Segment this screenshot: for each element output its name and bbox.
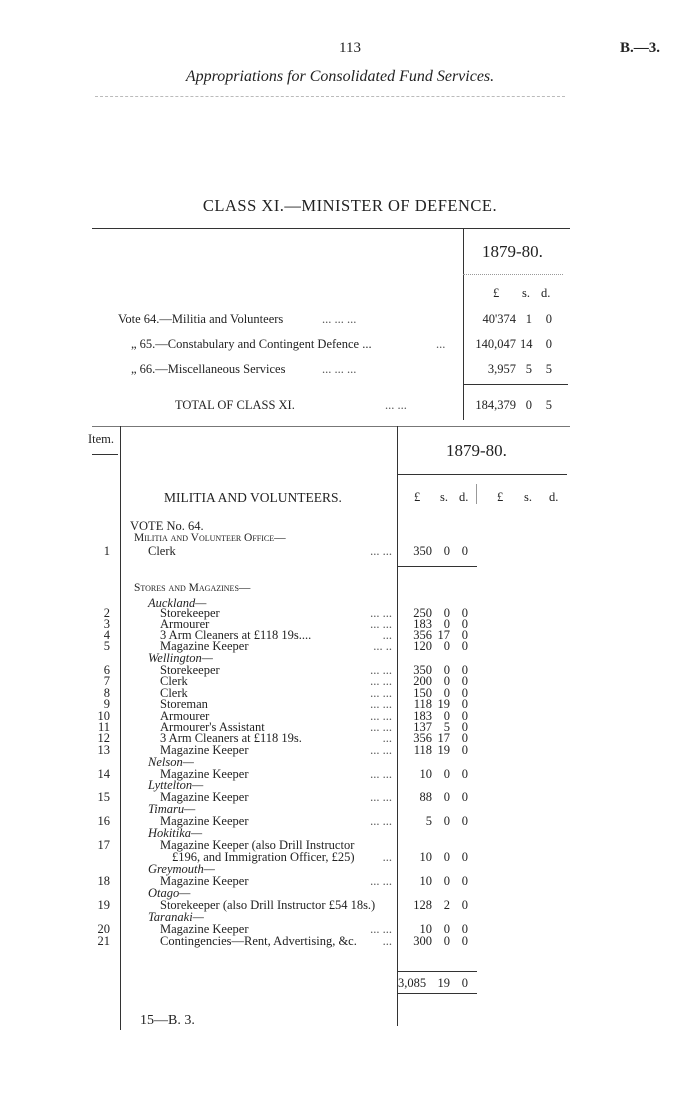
detail-row-pence: 0: [461, 639, 468, 653]
item-number: 8: [103, 686, 110, 700]
summary-vote-pence: 5: [545, 362, 552, 376]
detail-row-leader: ... ...: [370, 663, 392, 677]
detail-row-text: Clerk: [148, 544, 176, 558]
summary-total-label: TOTAL OF CLASS XI.: [175, 398, 295, 412]
header-divider: [95, 96, 565, 97]
summary-vote-pence: 0: [545, 312, 552, 326]
detail-row-text: Magazine Keeper: [160, 639, 249, 653]
detail-row-text: Auckland—: [148, 596, 207, 610]
item-heading: Item.: [88, 432, 115, 446]
detail-row-text: Magazine Keeper: [160, 922, 249, 936]
detail-row-pounds: 118: [413, 697, 432, 711]
item-number: 19: [97, 898, 110, 912]
item-number: 7: [103, 674, 110, 688]
detail-row-pounds: 10: [419, 922, 432, 936]
detail-row-pence: 0: [461, 606, 468, 620]
detail-pounds-heading-2: £: [497, 490, 504, 504]
item-column-divider: [120, 426, 121, 1030]
detail-row-shillings: 0: [443, 814, 450, 828]
detail-row-shillings: 0: [443, 709, 450, 723]
detail-row-shillings: 0: [443, 922, 450, 936]
detail-row-shillings: 0: [443, 850, 450, 864]
detail-year-underline: [397, 474, 567, 475]
detail-row-text: Storeman: [160, 697, 208, 711]
detail-row-leader: ... ...: [370, 814, 392, 828]
item-number: 15: [97, 790, 110, 804]
summary-vote-leader: ...: [436, 337, 446, 351]
detail-row-text: Armourer's Assistant: [160, 720, 265, 734]
summary-vote-leader: ... ... ...: [322, 312, 357, 326]
detail-row-shillings: 0: [443, 674, 450, 688]
detail-row-shillings: 0: [443, 544, 450, 558]
detail-row-pounds: 200: [413, 674, 432, 688]
detail-row-pence: 0: [461, 617, 468, 631]
detail-row-pence: 0: [461, 743, 468, 757]
detail-row-leader: ... ...: [370, 686, 392, 700]
item-number: 18: [97, 874, 110, 888]
detail-row-pounds: 356: [413, 731, 432, 745]
detail-row-text: Greymouth—: [148, 862, 215, 876]
summary-year-underline: [463, 274, 563, 275]
detail-shillings-heading: s.: [440, 490, 448, 504]
detail-row-shillings: 0: [443, 686, 450, 700]
detail-row-leader: ... ...: [370, 617, 392, 631]
detail-row-leader: ...: [382, 850, 392, 864]
detail-row-leader: ... ...: [370, 606, 392, 620]
detail-row-pounds: 350: [413, 544, 432, 558]
detail-row-pounds: 128: [413, 898, 432, 912]
summary-total-pence: 5: [545, 398, 552, 412]
detail-row-leader: ...: [382, 934, 392, 948]
detail-row-pence: 0: [461, 697, 468, 711]
detail-row-pounds: 250: [413, 606, 432, 620]
detail-total-pounds: 3,085: [398, 976, 427, 990]
detail-row-shillings: 19: [437, 697, 450, 711]
detail-row-pence: 0: [461, 898, 468, 912]
detail-year-heading: 1879-80.: [446, 441, 507, 460]
detail-row-text: Storekeeper: [160, 663, 220, 677]
summary-total-rule: [463, 384, 568, 385]
detail-row-text: Magazine Keeper: [160, 767, 249, 781]
detail-row-pounds: 120: [413, 639, 432, 653]
vote-label: VOTE No. 64.: [130, 519, 204, 533]
detail-row-text: Otago—: [148, 886, 191, 900]
detail-row-pounds: 350: [413, 663, 432, 677]
detail-total-shillings: 19: [437, 976, 450, 990]
detail-row-leader: ... ...: [370, 767, 392, 781]
item-number: 5: [103, 639, 110, 653]
summary-total-shillings: 0: [525, 398, 532, 412]
detail-row-pounds: 183: [413, 709, 432, 723]
pence-tick: [476, 484, 477, 504]
page-title: Appropriations for Consolidated Fund Services.: [185, 68, 495, 85]
summary-vote-label: Vote 64.—Militia and Volunteers: [118, 312, 284, 326]
stores-heading: Stores and Magazines—: [134, 582, 251, 594]
detail-row-text: Armourer: [160, 617, 210, 631]
detail-row-shillings: 0: [443, 934, 450, 948]
detail-row-text: Taranaki—: [148, 910, 204, 924]
summary-top-rule: [92, 228, 570, 229]
item-number: 21: [97, 934, 110, 948]
detail-row-leader: ... ...: [370, 790, 392, 804]
detail-row-pence: 0: [461, 767, 468, 781]
detail-row-pence: 0: [461, 686, 468, 700]
detail-total-rule: [397, 971, 477, 972]
item-number: 17: [97, 838, 110, 852]
summary-vote-shillings: 5: [525, 362, 532, 376]
detail-row-pounds: 88: [419, 790, 432, 804]
detail-row-shillings: 0: [443, 874, 450, 888]
detail-row-text: Lyttelton—: [148, 778, 204, 792]
detail-row-pence: 0: [461, 790, 468, 804]
detail-pence-heading: d.: [459, 490, 469, 504]
detail-row-pounds: 10: [419, 874, 432, 888]
detail-row-text: 3 Arm Cleaners at £118 19s.: [160, 731, 302, 745]
detail-row-shillings: 2: [443, 898, 450, 912]
detail-row-pence: 0: [461, 731, 468, 745]
summary-total-leader: ... ...: [385, 398, 407, 412]
detail-row-shillings: 0: [443, 790, 450, 804]
summary-vote-shillings: 1: [525, 312, 532, 326]
detail-row-leader: ... ..: [373, 639, 392, 653]
detail-row-pence: 0: [461, 850, 468, 864]
detail-row-pounds: 10: [419, 850, 432, 864]
detail-shillings-heading-2: s.: [524, 490, 532, 504]
detail-row-leader: ... ...: [370, 922, 392, 936]
item-number: 11: [97, 720, 110, 734]
detail-row-text: Magazine Keeper: [160, 874, 249, 888]
detail-row-text: Storekeeper: [160, 606, 220, 620]
detail-row-pounds: 356: [413, 628, 432, 642]
detail-row-text: £196, and Immigration Officer, £25): [172, 850, 355, 864]
detail-row-pounds: 150: [413, 686, 432, 700]
summary-pounds-heading: £: [493, 286, 500, 300]
item-number: 6: [103, 663, 110, 677]
summary-vote-pounds: 3,957: [487, 362, 516, 376]
office-subtotal-rule: [397, 566, 477, 567]
document-reference: B.—3.: [619, 40, 660, 56]
detail-row-leader: ... ...: [370, 720, 392, 734]
detail-row-leader: ... ...: [370, 743, 392, 757]
detail-row-pence: 0: [461, 922, 468, 936]
footer-signature: 15—B. 3.: [140, 1013, 195, 1028]
detail-row-pounds: 137: [413, 720, 432, 734]
detail-row-shillings: 0: [443, 767, 450, 781]
detail-row-text: Magazine Keeper: [160, 814, 249, 828]
detail-row-text: Magazine Keeper: [160, 743, 249, 757]
detail-row-text: Clerk: [160, 674, 188, 688]
item-number: 16: [97, 814, 110, 828]
detail-row-text: Hokitika—: [148, 826, 203, 840]
item-number: 13: [97, 743, 110, 757]
item-number: 14: [97, 767, 110, 781]
detail-row-leader: ... ...: [370, 874, 392, 888]
item-number: 12: [97, 731, 110, 745]
detail-row-leader: ...: [382, 731, 392, 745]
detail-row-text: Magazine Keeper (also Drill Instructor: [160, 838, 355, 852]
detail-row-leader: ... ...: [370, 544, 392, 558]
item-number: 1: [103, 544, 110, 558]
detail-row-leader: ...: [382, 628, 392, 642]
detail-row-pence: 0: [461, 709, 468, 723]
section-title: MILITIA AND VOLUNTEERS.: [164, 490, 342, 505]
detail-total-underline: [397, 993, 477, 994]
detail-row-leader: ... ...: [370, 674, 392, 688]
summary-total-pounds: 184,379: [475, 398, 516, 412]
detail-row-pence: 0: [461, 874, 468, 888]
item-number: 4: [103, 628, 110, 642]
office-heading: Militia and Volunteer Office—: [134, 532, 286, 544]
summary-vote-leader: ... ... ...: [322, 362, 357, 376]
detail-row-text: Contingencies—Rent, Advertising, &c.: [160, 934, 357, 948]
summary-vote-pounds: 140,047: [475, 337, 516, 351]
detail-row-leader: ... ...: [370, 709, 392, 723]
detail-top-rule: [92, 426, 570, 427]
detail-row-text: Nelson—: [148, 755, 194, 769]
detail-row-shillings: 0: [443, 639, 450, 653]
detail-row-shillings: 0: [443, 606, 450, 620]
detail-row-pounds: 183: [413, 617, 432, 631]
item-number: 3: [103, 617, 110, 631]
detail-row-shillings: 0: [443, 663, 450, 677]
detail-row-shillings: 5: [443, 720, 450, 734]
summary-vote-label: „ 66.—Miscellaneous Services: [131, 362, 286, 376]
summary-vote-pence: 0: [545, 337, 552, 351]
detail-pence-heading-2: d.: [549, 490, 559, 504]
item-heading-underline: [92, 454, 118, 455]
detail-row-shillings: 19: [437, 743, 450, 757]
detail-row-pence: 0: [461, 934, 468, 948]
detail-row-pence: 0: [461, 663, 468, 677]
detail-row-text: Wellington—: [148, 651, 213, 665]
detail-row-shillings: 17: [437, 628, 450, 642]
detail-row-pence: 0: [461, 628, 468, 642]
summary-vote-label: „ 65.—Constabulary and Contingent Defence ...: [131, 337, 372, 351]
detail-row-leader: ... ...: [370, 697, 392, 711]
detail-row-pence: 0: [461, 720, 468, 734]
detail-total-pence: 0: [461, 976, 468, 990]
detail-row-pounds: 10: [419, 767, 432, 781]
detail-row-text: Armourer: [160, 709, 210, 723]
detail-row-text: Clerk: [160, 686, 188, 700]
item-number: 20: [97, 922, 110, 936]
item-number: 9: [103, 697, 110, 711]
detail-row-pounds: 5: [425, 814, 432, 828]
summary-year-heading: 1879-80.: [482, 242, 543, 261]
summary-vote-pounds: 40'374: [482, 312, 516, 326]
summary-pence-heading: d.: [541, 286, 551, 300]
detail-row-shillings: 0: [443, 617, 450, 631]
detail-row-text: Timaru—: [148, 802, 196, 816]
page-number: 113: [339, 40, 361, 56]
detail-row-pounds: 118: [413, 743, 432, 757]
detail-row-pence: 0: [461, 544, 468, 558]
detail-row-text: 3 Arm Cleaners at £118 19s....: [160, 628, 312, 642]
detail-pounds-heading: £: [414, 490, 421, 504]
amount-column-divider: [397, 426, 398, 1026]
summary-vote-shillings: 14: [520, 337, 533, 351]
item-number: 2: [103, 606, 110, 620]
detail-row-pence: 0: [461, 814, 468, 828]
detail-row-shillings: 17: [437, 731, 450, 745]
detail-row-text: Storekeeper (also Drill Instructor £54 18s.): [160, 898, 376, 912]
item-number: 10: [97, 709, 110, 723]
class-title: CLASS XI.—MINISTER OF DEFENCE.: [202, 196, 498, 215]
detail-row-pence: 0: [461, 674, 468, 688]
detail-row-pounds: 300: [413, 934, 432, 948]
summary-shillings-heading: s.: [522, 286, 530, 300]
detail-row-text: Magazine Keeper: [160, 790, 249, 804]
